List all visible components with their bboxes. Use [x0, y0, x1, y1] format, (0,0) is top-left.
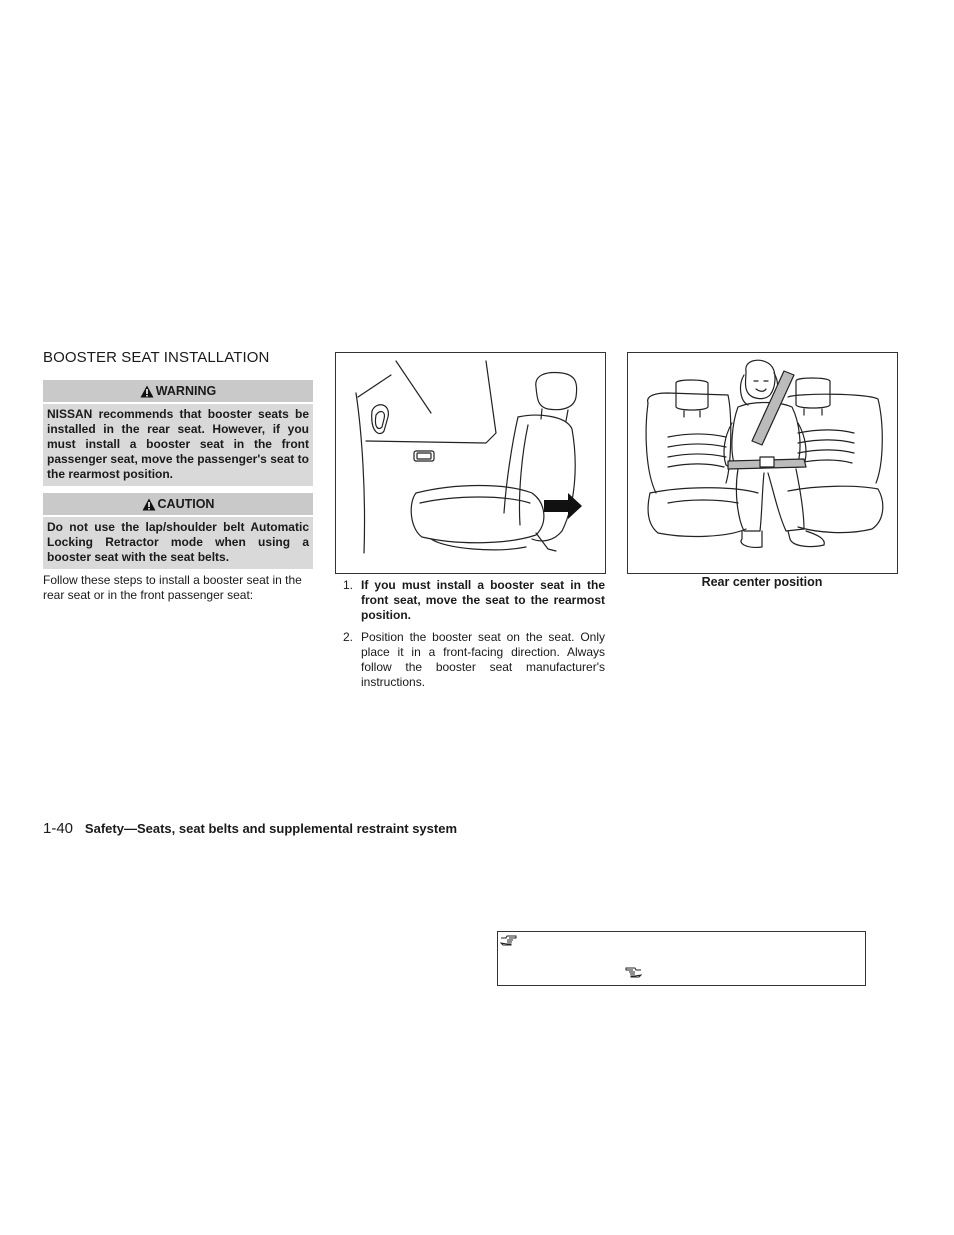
warning-label: WARNING: [155, 384, 217, 398]
front-seat-illustration: [336, 353, 605, 573]
step-item: [343, 578, 605, 623]
intro-paragraph: Follow these steps to install a booster seat in the rear seat or in the front passenger seat:: [43, 573, 302, 602]
page-number: 1-40: [43, 820, 74, 837]
warning-text: NISSAN recommends that booster seats be installed in the rear seat. However, if you must install a booster seat in the front passenger seat, move the passenger's seat to the rearmost position.: [43, 404, 313, 486]
warning-box: [43, 380, 313, 486]
pointing-hand-icon: [624, 966, 642, 978]
rear-seat-child-illustration: [628, 353, 897, 573]
caution-label: CAUTION: [157, 497, 215, 511]
step-text: If you must install a booster seat in the front seat, move the seat to the rearmost position.: [361, 578, 605, 622]
steps-list: [343, 578, 605, 697]
pointing-hand-icon: [500, 934, 518, 946]
front-seat-figure: [335, 352, 606, 574]
rear-center-figure: [627, 352, 898, 574]
figure-caption: Rear center position: [701, 575, 823, 589]
page-footer: [43, 820, 457, 837]
warning-triangle-icon: [140, 385, 154, 398]
step-text: Position the booster seat on the seat. Only place it in a front-facing direction. Always follow the booster seat manufacturer's instructions.: [361, 630, 605, 689]
warning-triangle-icon: [142, 498, 156, 511]
step-item: [343, 630, 605, 690]
caution-text: Do not use the lap/shoulder belt Automatic Locking Retractor mode when using a booster seat with the seat belts.: [43, 517, 313, 569]
section-title: BOOSTER SEAT INSTALLATION: [43, 349, 270, 366]
chapter-title: Safety—Seats, seat belts and supplemental restraint system: [84, 821, 458, 836]
step-number: 2.: [343, 630, 354, 644]
warning-header: [43, 380, 313, 402]
note-box: [497, 931, 866, 986]
arrow-rearward-icon: [544, 493, 582, 519]
caution-header: [43, 493, 313, 515]
step-number: 1.: [343, 578, 354, 592]
caution-box: [43, 493, 313, 569]
